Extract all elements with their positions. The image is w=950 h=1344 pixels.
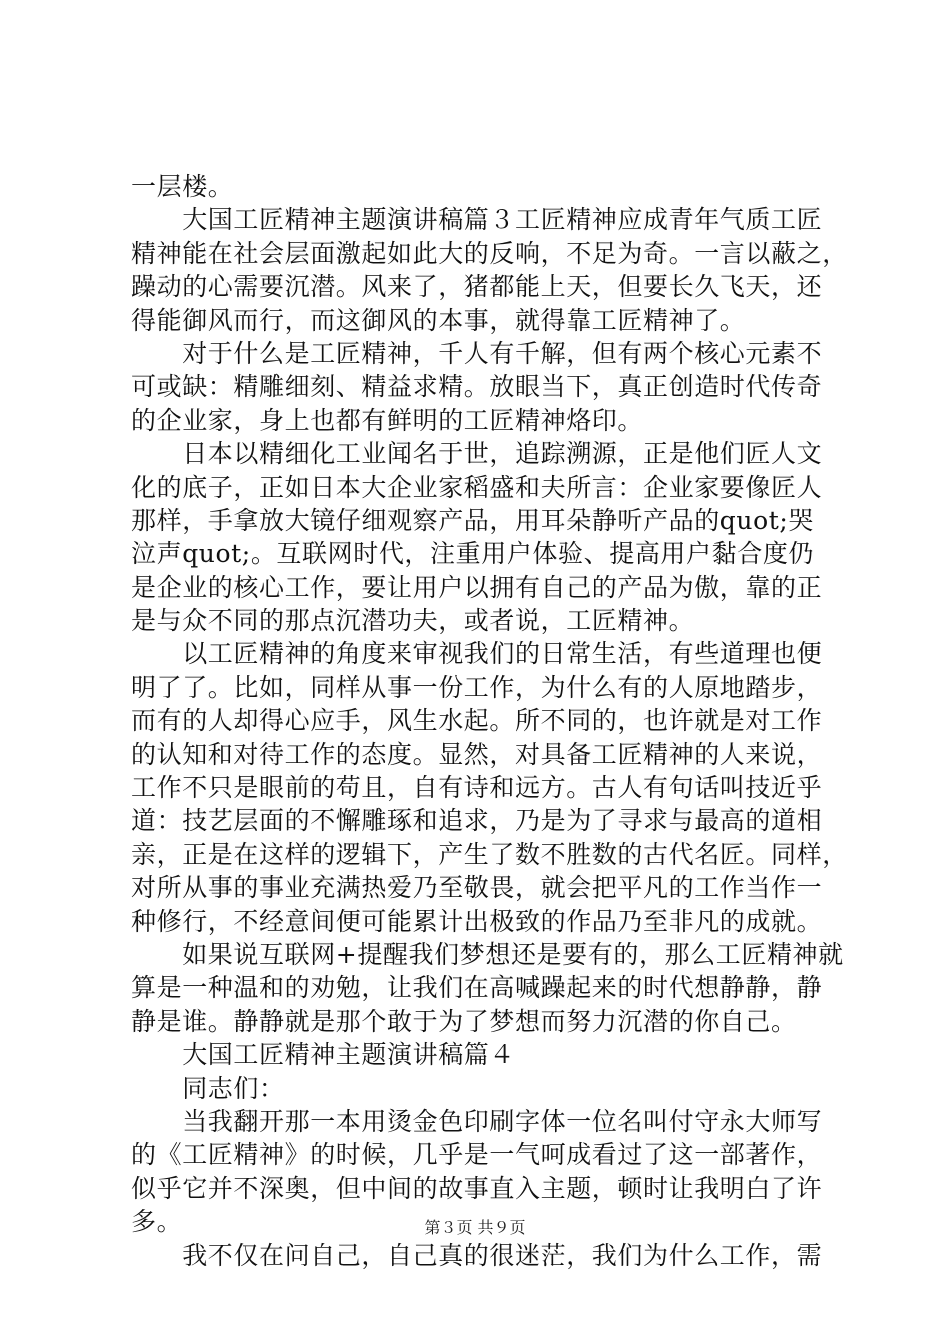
text-line: 的企业家，身上也都有鲜明的工匠精神烙印。 [131, 405, 644, 435]
text-line: 道：技艺层面的不懈雕琢和追求，乃是为了寻求与最高的道相 [131, 806, 823, 836]
document-body [131, 170, 848, 1272]
text-line: 亲，正是在这样的逻辑下，产生了数不胜数的古代名匠。同样， [131, 839, 848, 869]
text-line: 日本以精细化工业闻名于世，追踪溯源，正是他们匠人文 [131, 439, 823, 469]
text-line: 的《工匠精神》的时候，几乎是一气呵成看过了这一部著作， [131, 1140, 823, 1170]
text-line: 的认知和对待工作的态度。显然，对具备工匠精神的人来说， [131, 739, 823, 769]
text-line: 我不仅在问自己，自己真的很迷茫，我们为什么工作，需 [131, 1240, 823, 1270]
text-line: 一层楼。 [131, 172, 234, 201]
text-line: 得能御风而行，而这御风的本事，就得靠工匠精神了。 [131, 305, 746, 335]
text-line: 那样，手拿放大镜仔细观察产品，用耳朵静听产品的quot;哭 [131, 505, 815, 535]
text-line: 可或缺：精雕细刻、精益求精。放眼当下，真正创造时代传奇 [131, 372, 823, 402]
text-line: 是企业的核心工作，要让用户以拥有自己的产品为傲，靠的正 [131, 572, 823, 602]
text-line: 工作不只是眼前的苟且，自有诗和远方。古人有句话叫技近乎 [131, 773, 823, 803]
text-line: 对于什么是工匠精神，千人有千解，但有两个核心元素不 [131, 338, 823, 368]
text-line: 似乎它并不深奥，但中间的故事直入主题，顿时让我明白了许 [131, 1173, 823, 1203]
text-line: 大国工匠精神主题演讲稿篇４ [131, 1040, 516, 1070]
text-line: 是与众不同的那点沉潜功夫，或者说，工匠精神。 [131, 606, 695, 636]
text-line: 多。 [131, 1207, 183, 1237]
text-line: 以工匠精神的角度来审视我们的日常生活，有些道理也便 [131, 639, 823, 669]
text-line: 种修行，不经意间便可能累计出极致的作品乃至非凡的成就。 [131, 906, 823, 936]
text-line: 对所从事的事业充满热爱乃至敬畏，就会把平凡的工作当作一 [131, 873, 823, 903]
text-line: 如果说互联网+提醒我们梦想还是要有的，那么工匠精神就 [131, 939, 844, 969]
text-line: 而有的人却得心应手，风生水起。所不同的，也许就是对工作 [131, 706, 823, 736]
text-line: 大国工匠精神主题演讲稿篇３工匠精神应成青年气质工匠 [131, 205, 823, 235]
page-footer: 第３页 共９页 [424, 1218, 526, 1237]
text-line: 化的底子，正如日本大企业家稻盛和夫所言：企业家要像匠人 [131, 472, 823, 502]
text-line: 泣声quot;。互联网时代，注重用户体验、提高用户黏合度仍 [131, 539, 815, 569]
text-line: 算是一种温和的劝勉，让我们在高喊躁起来的时代想静静，静 [131, 973, 823, 1003]
text-line: 明了了。比如，同样从事一份工作，为什么有的人原地踏步， [131, 672, 823, 702]
text-line: 当我翻开那一本用烫金色印刷字体一位名叫付守永大师写 [131, 1106, 823, 1136]
text-line: 同志们： [131, 1073, 285, 1103]
text-line: 精神能在社会层面激起如此大的反响，不足为奇。一言以蔽之， [131, 238, 848, 268]
text-line: 静是谁。静静就是那个敢于为了梦想而努力沉潜的你自己。 [131, 1006, 797, 1036]
text-line: 躁动的心需要沉潜。风来了，猪都能上天，但要长久飞天，还 [131, 272, 823, 302]
